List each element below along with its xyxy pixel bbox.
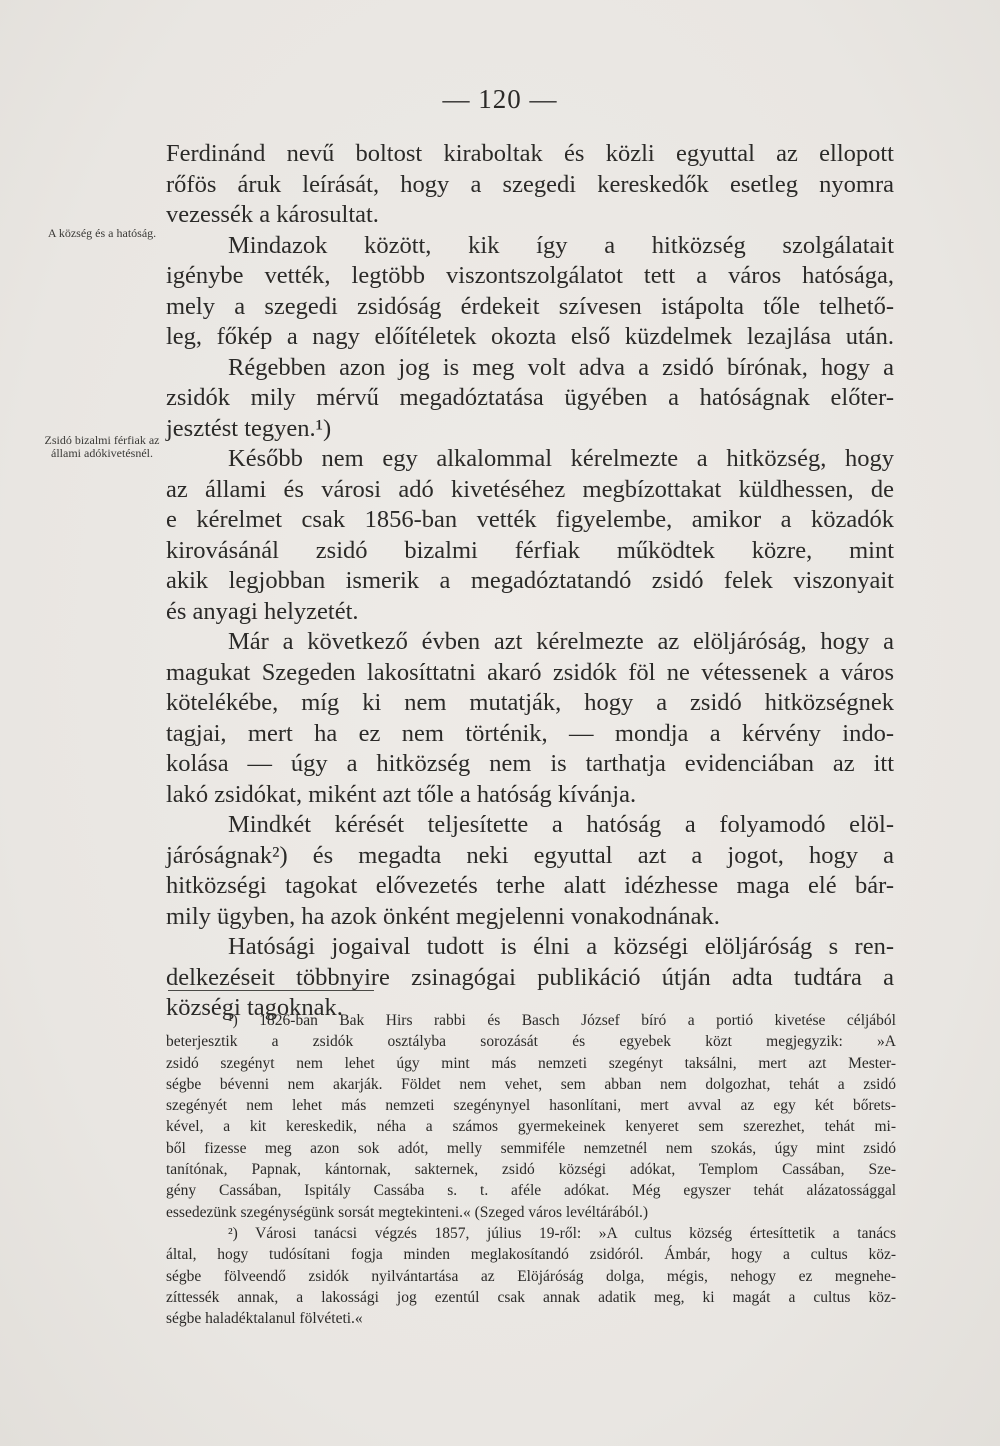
footnote-line: kével, a kit kereskedik, néha a számos gyermekeinek kenyeret sem szerezhet, tehát mi- bbox=[166, 1118, 896, 1136]
footnote-divider bbox=[168, 990, 374, 991]
text-line: járóságnak²) és megadta neki egyuttal azt a jogot, hogy a bbox=[166, 841, 894, 869]
text-line: Már a következő évben azt kérelmezte az elöljáróság, hogy a bbox=[228, 628, 894, 655]
footnote-line: gény Cassában, Ispitály Cassába s. t. aféle adókat. Még egyszer tehát alázatossággal bbox=[166, 1182, 896, 1200]
footnote-line: ¹) 1826-ban Bak Hirs rabbi és Basch József bíró a portió kivetése céljából bbox=[228, 1012, 896, 1029]
footnote-line: tanítónak, Papnak, kántornak, sakternek, zsidó községi adókat, Templom Cassában, Sze- bbox=[166, 1161, 896, 1179]
text-line: leg, főkép a nagy előítéletek okozta első küzdelmek lezajlása után. bbox=[166, 323, 894, 350]
footnote-line: által, hogy tudósítani fogja minden meglakosítandó zsidóról. Ámbár, hogy a cultus köz- bbox=[166, 1246, 896, 1264]
text-line: lakó zsidókat, miként azt tőle a hatóság kívánja. bbox=[166, 780, 637, 808]
text-line: igénybe vették, legtöbb viszontszolgálatot tett a város hatósága, bbox=[166, 262, 894, 289]
footnotes bbox=[166, 1010, 896, 1329]
margin-note-trustees-taxation: Zsidó bizalmi férfiak az állami adókivetésnél. bbox=[44, 433, 160, 460]
text-line: rőfös áruk leírását, hogy a szegedi kereskedők esetleg nyomra bbox=[166, 170, 894, 198]
text-line: tagjai, mert ha ez nem történik, — mondja a kérvény indo- bbox=[166, 719, 894, 747]
footnote-line: ből fizesse meg azon sok adót, melly semmiféle nemzetnél nem szokás, úgy mint zsidó bbox=[166, 1139, 896, 1157]
text-line: jesztést tegyen.¹) bbox=[166, 414, 332, 442]
footnote-line: beterjesztik a zsidók osztályba sorozását és egyebek közt megjegyzik: »A bbox=[166, 1033, 896, 1051]
margin-note-community-authority: A község és a hatóság. bbox=[47, 226, 157, 240]
text-line: Mindkét kérését teljesítette a hatóság a folyamodó elöl- bbox=[228, 811, 894, 838]
text-line: községi tagoknak. bbox=[166, 994, 343, 1021]
text-line: akik legjobban ismerik a megadóztatandó zsidó felek viszonyait bbox=[166, 567, 894, 594]
text-line: és anyagi helyzetét. bbox=[166, 597, 359, 625]
footnote-line: ségbe fölveendő zsidók nyilvántartása az Elöjáróság dolga, mégis, nehogy ez megnehe- bbox=[166, 1267, 896, 1285]
footnote-line: ²) Városi tanácsi végzés 1857, július 19-ről: »A cultus község értesíttetik a tanács bbox=[228, 1224, 896, 1242]
page-number: — 120 — bbox=[442, 84, 558, 114]
footnote-line: ségbe haladéktalanul fölvéteti.« bbox=[166, 1310, 363, 1328]
text-line: vezessék a károsultat. bbox=[166, 201, 379, 228]
text-line: kolása — úgy a hitközség nem is tarthatja evidenciában az itt bbox=[166, 750, 894, 777]
text-line: Hatósági jogaival tudott is élni a községi elöljáróság s ren- bbox=[228, 933, 894, 960]
text-line: Később nem egy alkalommal kérelmezte a hitközség, hogy bbox=[228, 445, 894, 472]
text-line: kötelékébe, míg ki nem mutatják, hogy a zsidó hitközségnek bbox=[166, 689, 894, 716]
footnote-line: ségbe bévenni nem akarják. Földet nem vehet, sem abban nem dolgozhat, tehát a zsidó bbox=[166, 1075, 896, 1093]
text-line: az állami és városi adó kivetéséhez megbízottakat küldhessen, de bbox=[166, 475, 894, 503]
footnote-line: zsidó szegényt nem lehet úgy mint más nemzeti szegényt taksálni, mert azt Mester- bbox=[166, 1054, 896, 1072]
text-line: zsidók mily mérvű megadóztatása ügyében a hatóságnak előter- bbox=[166, 384, 894, 411]
text-line: magukat Szegeden lakosíttatni akaró zsidók föl ne vétessenek a város bbox=[166, 658, 894, 686]
text-line: delkezéseit többnyire zsinagógai publikáció útján adta tudtára a bbox=[166, 963, 894, 991]
text-line: hitközségi tagokat elővezetés terhe alatt idézhesse maga elé bár- bbox=[166, 872, 894, 899]
footnote-line: essedezünk szegénységünk sorsát megtekinteni.« (Szeged város levéltárából.) bbox=[166, 1203, 649, 1221]
footnote-line: szegényét nem lehet más nemzeti szegénynyel hasonlítani, mert avval az egy két bőrets- bbox=[166, 1097, 896, 1115]
text-line: Régebben azon jog is meg volt adva a zsidó bírónak, hogy a bbox=[228, 353, 894, 381]
text-line: e kérelmet csak 1856-ban vették figyelembe, amikor a közadók bbox=[166, 506, 894, 533]
text-line: kirovásánál zsidó bizalmi férfiak működtek közre, mint bbox=[166, 536, 894, 564]
footnote-line: zíttessék annak, a lakossági jog ezentúl csak annak adatik meg, ki magát a cultus köz- bbox=[166, 1288, 896, 1306]
text-line: mely a szegedi zsidóság érdekeit szívesen istápolta tőle telhető- bbox=[166, 292, 894, 320]
main-text bbox=[166, 139, 894, 1024]
text-line: mily ügyben, ha azok önként megjelenni vonakodnának. bbox=[166, 902, 720, 930]
text-line: Ferdinánd nevű boltost kiraboltak és közli egyuttal az ellopott bbox=[166, 140, 894, 167]
text-line: Mindazok között, kik így a hitközség szolgálatait bbox=[228, 231, 894, 259]
